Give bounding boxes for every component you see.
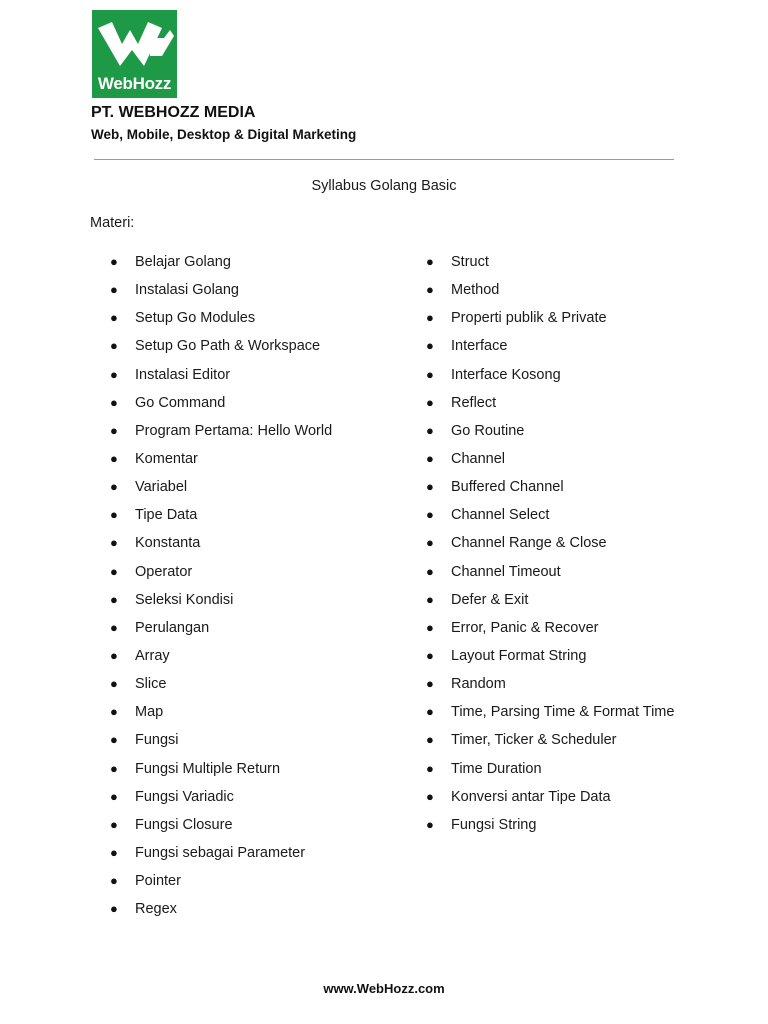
list-item-label: Fungsi Variadic <box>135 788 234 805</box>
bullet-icon: ● <box>426 366 434 382</box>
bullet-icon: ● <box>426 507 434 523</box>
list-item <box>426 814 674 842</box>
bullet-icon: ● <box>110 788 118 804</box>
list-item-label: Fungsi Multiple Return <box>135 760 281 777</box>
bullet-icon: ● <box>426 732 434 748</box>
list-item <box>110 842 332 870</box>
list-item <box>110 561 332 589</box>
list-item <box>426 645 674 673</box>
bullet-icon: ● <box>110 704 118 720</box>
list-item-label: Error, Panic & Recover <box>451 619 599 636</box>
list-item <box>110 448 332 476</box>
list-item <box>110 645 332 673</box>
list-item <box>426 758 674 786</box>
syllabus-list-right <box>426 251 674 842</box>
bullet-icon: ● <box>426 704 434 720</box>
list-item-label: Struct <box>451 254 489 270</box>
list-item <box>426 504 674 532</box>
document-title: Syllabus Golang Basic <box>311 178 457 194</box>
list-item-label: Array <box>135 647 170 664</box>
list-item <box>426 476 674 504</box>
bullet-icon: ● <box>426 760 434 776</box>
list-item <box>426 364 674 392</box>
bullet-icon: ● <box>110 282 118 298</box>
bullet-icon: ● <box>110 450 118 466</box>
bullet-icon: ● <box>110 366 118 382</box>
company-logo <box>92 10 177 98</box>
list-item-label: Fungsi Closure <box>135 816 233 833</box>
list-item <box>110 729 332 757</box>
list-item-label: Buffered Channel <box>451 479 564 496</box>
bullet-icon: ● <box>110 816 118 832</box>
list-item-label: Pointer <box>135 873 181 890</box>
list-item <box>110 335 332 363</box>
bullet-icon: ● <box>110 310 118 326</box>
list-item-label: Instalasi Editor <box>135 366 231 383</box>
list-item-label: Program Pertama: Hello World <box>135 422 333 439</box>
bullet-icon: ● <box>426 676 434 692</box>
list-item <box>426 786 674 814</box>
bullet-icon: ● <box>110 619 118 635</box>
bullet-icon: ● <box>426 816 434 832</box>
list-item <box>110 786 332 814</box>
list-item <box>110 701 332 729</box>
list-item <box>110 392 332 420</box>
bullet-icon: ● <box>426 394 434 410</box>
list-item <box>110 870 332 898</box>
bullet-icon: ● <box>426 563 434 579</box>
list-item-label: Go Command <box>135 394 226 411</box>
bullet-icon: ● <box>110 732 118 748</box>
webhozz-wh-logo-icon <box>92 10 177 74</box>
list-item <box>110 617 332 645</box>
bullet-icon: ● <box>110 535 118 551</box>
list-item <box>110 476 332 504</box>
bullet-icon: ● <box>110 479 118 495</box>
syllabus-list-left <box>110 251 332 926</box>
list-item-label: Interface <box>451 338 508 355</box>
list-item <box>110 420 332 448</box>
list-item <box>110 814 332 842</box>
list-item <box>426 673 674 701</box>
list-item-label: Method <box>451 282 500 299</box>
list-item-label: Time Duration <box>451 760 542 777</box>
list-item <box>110 364 332 392</box>
list-item <box>426 589 674 617</box>
company-tagline: Web, Mobile, Desktop & Digital Marketing <box>91 127 357 142</box>
bullet-icon: ● <box>110 873 118 889</box>
list-item <box>426 335 674 363</box>
list-item-label: Konstanta <box>135 535 201 552</box>
bullet-icon: ● <box>110 563 118 579</box>
list-item <box>426 729 674 757</box>
company-name: PT. WEBHOZZ MEDIA <box>91 104 256 121</box>
bullet-icon: ● <box>426 479 434 495</box>
bullet-icon: ● <box>426 619 434 635</box>
list-item-label: Reflect <box>451 394 497 411</box>
bullet-icon: ● <box>426 535 434 551</box>
list-item <box>426 251 674 279</box>
bullet-icon: ● <box>110 901 118 917</box>
bullet-icon: ● <box>110 591 118 607</box>
list-item-label: Seleksi Kondisi <box>135 591 234 608</box>
list-item <box>110 589 332 617</box>
list-item-label: Konversi antar Tipe Data <box>451 788 611 805</box>
header-divider <box>94 159 674 160</box>
list-item-label: Komentar <box>135 450 198 467</box>
bullet-icon: ● <box>426 282 434 298</box>
bullet-icon: ● <box>110 338 118 354</box>
bullet-icon: ● <box>110 676 118 692</box>
list-item-label: Setup Go Modules <box>135 310 256 327</box>
list-item <box>426 617 674 645</box>
list-item-label: Fungsi sebagai Parameter <box>135 844 306 861</box>
list-item-label: Variabel <box>135 479 188 496</box>
list-item <box>110 673 332 701</box>
list-item <box>426 448 674 476</box>
bullet-icon: ● <box>426 591 434 607</box>
bullet-icon: ● <box>426 647 434 663</box>
logo-text: WebHozz <box>97 74 172 93</box>
list-item-label: Belajar Golang <box>135 254 231 270</box>
bullet-icon: ● <box>426 338 434 354</box>
list-item-label: Layout Format String <box>451 647 587 664</box>
list-item-label: Channel Select <box>451 507 550 524</box>
bullet-icon: ● <box>426 422 434 438</box>
bullet-icon: ● <box>426 788 434 804</box>
list-item <box>426 279 674 307</box>
section-label: Materi: <box>90 215 135 231</box>
list-item <box>110 898 332 926</box>
list-item <box>426 701 674 729</box>
list-item <box>426 392 674 420</box>
list-item-label: Timer, Ticker & Scheduler <box>451 732 617 749</box>
list-item-label: Interface Kosong <box>451 366 561 383</box>
list-item-label: Regex <box>135 901 177 918</box>
list-item-label: Slice <box>135 676 167 693</box>
list-item-label: Tipe Data <box>135 507 198 524</box>
list-item-label: Fungsi <box>135 732 179 749</box>
list-item-label: Random <box>451 676 506 693</box>
bullet-icon: ● <box>426 310 434 326</box>
list-item-label: Channel Range & Close <box>451 535 607 552</box>
bullet-icon: ● <box>426 450 434 466</box>
list-item <box>110 279 332 307</box>
bullet-icon: ● <box>110 760 118 776</box>
list-item-label: Go Routine <box>451 422 525 439</box>
list-item-label: Channel <box>451 450 506 467</box>
bullet-icon: ● <box>110 844 118 860</box>
list-item-label: Instalasi Golang <box>135 282 239 299</box>
bullet-icon: ● <box>110 647 118 663</box>
list-item <box>426 561 674 589</box>
bullet-icon: ● <box>110 254 118 269</box>
bullet-icon: ● <box>110 507 118 523</box>
footer-url[interactable]: www.WebHozz.com <box>323 981 445 996</box>
list-item-label: Fungsi String <box>451 816 537 833</box>
list-item <box>110 758 332 786</box>
list-item <box>426 532 674 560</box>
list-item <box>426 420 674 448</box>
list-item-label: Time, Parsing Time & Format Time <box>451 704 675 721</box>
bullet-icon: ● <box>110 394 118 410</box>
bullet-icon: ● <box>110 422 118 438</box>
list-item <box>110 504 332 532</box>
list-item <box>110 251 332 279</box>
list-item <box>110 532 332 560</box>
list-item-label: Setup Go Path & Workspace <box>135 338 321 355</box>
list-item-label: Map <box>135 704 164 721</box>
list-item-label: Channel Timeout <box>451 563 561 580</box>
list-item-label: Properti publik & Private <box>451 310 607 327</box>
list-item-label: Defer & Exit <box>451 591 529 608</box>
list-item-label: Perulangan <box>135 619 210 636</box>
list-item <box>426 307 674 335</box>
bullet-icon: ● <box>426 254 434 269</box>
list-item <box>110 307 332 335</box>
list-item-label: Operator <box>135 563 193 580</box>
